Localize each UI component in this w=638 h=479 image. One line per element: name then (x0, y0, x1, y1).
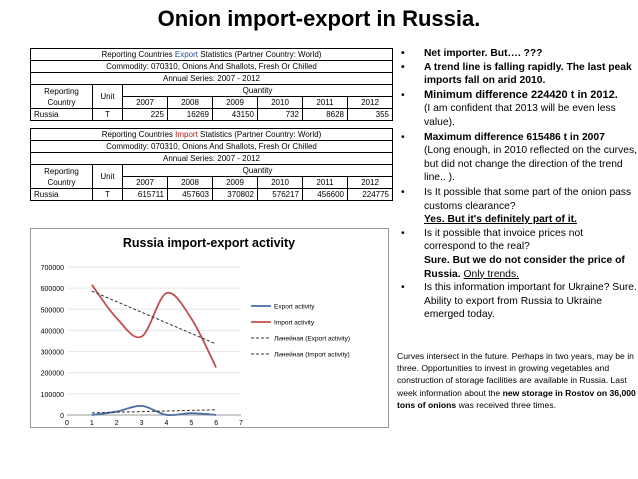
legend-export: Export activity (274, 303, 315, 311)
export-table-caption: Reporting Countries Export Statistics (Partner Country: World) (31, 49, 393, 61)
x-tick-label: 4 (164, 420, 169, 427)
year-cell: 2010 (258, 97, 303, 109)
y-tick-label: 0 (60, 413, 64, 420)
y-tick-label: 700000 (40, 265, 64, 272)
col-reporting-country: Reporting Country (31, 85, 93, 109)
y-tick-label: 100000 (40, 391, 64, 399)
import-series-line (92, 285, 216, 368)
list-item: • Is it possible that invoice prices not correspond to the real? Sure. But we do not consider the price of Russia. Only trends. (401, 227, 625, 280)
legend-import-trend: Линейная (Import activity) (274, 351, 350, 359)
year-cell: 2009 (213, 177, 258, 189)
value-cell: 224775 (348, 189, 393, 201)
unit-cell: T (93, 109, 123, 121)
country-cell: Russia (31, 189, 93, 201)
year-cell: 2010 (258, 177, 303, 189)
value-cell: 370802 (213, 189, 258, 201)
year-cell: 2007 (123, 97, 168, 109)
export-table-commodity: Commodity: 070310, Onions And Shallots, Fresh Or Chilled (31, 61, 393, 73)
bullet-icon: • (401, 89, 405, 101)
list-item: • Is this information important for Ukraine? Sure. Ability to export from Russia to Ukraine emerged today. (401, 282, 637, 321)
unit-cell: T (93, 189, 123, 201)
x-tick-label: 5 (189, 420, 194, 427)
col-quantity: Quantity (123, 165, 393, 177)
col-unit: Unit (93, 165, 123, 189)
year-cell: 2012 (348, 97, 393, 109)
export-table-series: Annual Series: 2007 - 2012 (31, 73, 393, 85)
x-tick-label: 2 (114, 420, 119, 427)
import-export-chart (30, 228, 389, 428)
import-trend-line (92, 291, 216, 344)
bullet-icon: • (401, 131, 405, 143)
value-cell: 8628 (303, 109, 348, 121)
y-tick-label: 400000 (40, 328, 64, 336)
year-cell: 2007 (123, 177, 168, 189)
list-item: • A trend line is falling rapidly. The last peak imports fall on arid 2010. (401, 61, 632, 87)
value-cell: 355 (348, 109, 393, 121)
table-row (31, 189, 393, 201)
x-tick-label: 3 (139, 420, 144, 427)
col-quantity: Quantity (123, 85, 393, 97)
bullet-icon: • (401, 282, 405, 294)
year-cell: 2009 (213, 97, 258, 109)
col-reporting-country: Reporting Country (31, 165, 93, 189)
import-table-caption: Reporting Countries Import Statistics (Partner Country: World) (31, 129, 393, 141)
y-tick-label: 300000 (40, 349, 64, 357)
notes-list (397, 47, 637, 322)
y-tick-label: 600000 (40, 286, 64, 294)
list-item: • Net importer. But…. ??? (401, 48, 543, 59)
x-tick-label: 0 (65, 420, 69, 427)
list-item: • Is It possible that some part of the onion pass customs clearance? Yes. But it's definitely part of it. (401, 186, 632, 226)
list-item: • Maximum difference 615486 t in 2007 (Long enough, in 2010 reflected on the curves, but did not change the direction of the trend line.. ). (401, 131, 637, 184)
year-cell: 2012 (348, 177, 393, 189)
table-row (31, 109, 393, 121)
bullet-icon: • (401, 227, 405, 239)
year-cell: 2011 (303, 97, 348, 109)
country-cell: Russia (31, 109, 93, 121)
x-tick-label: 7 (239, 420, 243, 427)
bullet-icon: • (401, 186, 405, 198)
year-cell: 2008 (168, 97, 213, 109)
page-title: Onion import-export in Russia. (157, 6, 481, 31)
x-tick-label: 1 (89, 420, 94, 427)
value-cell: 16269 (168, 109, 213, 121)
year-cell: 2008 (168, 177, 213, 189)
value-cell: 456600 (303, 189, 348, 201)
import-table-commodity: Commodity: 070310, Onions And Shallots, Fresh Or Chilled (31, 141, 393, 153)
chart-svg (31, 229, 388, 427)
export-statistics-table (30, 48, 393, 121)
y-tick-label: 200000 (40, 370, 64, 378)
year-cell: 2011 (303, 177, 348, 189)
bullet-icon: • (401, 61, 405, 73)
import-table-series: Annual Series: 2007 - 2012 (31, 153, 393, 165)
legend-import: Import activity (274, 319, 315, 327)
col-unit: Unit (93, 85, 123, 109)
import-statistics-table (30, 128, 393, 201)
chart-title: Russia import-export activity (122, 236, 296, 250)
value-cell: 576217 (258, 189, 303, 201)
value-cell: 457603 (168, 189, 213, 201)
list-item: • Minimum difference 224420 t in 2012. (I am confident that 2013 will be even less value). (401, 88, 618, 128)
legend-export-trend: Линейная (Export activity) (274, 335, 351, 343)
x-tick-label: 6 (214, 420, 219, 427)
y-tick-label: 500000 (40, 307, 64, 315)
bullet-icon: • (401, 48, 405, 59)
value-cell: 43150 (213, 109, 258, 121)
value-cell: 615711 (123, 189, 168, 201)
footer-note: Curves intersect in the future. Perhaps in two years, may be in three. Opportunities to invest in growing vegetables and construction of storage facilities are available in Russia. Last week information about the new storage in Rostov on 36,000 tons of onions was received three times. (397, 351, 636, 410)
value-cell: 732 (258, 109, 303, 121)
value-cell: 225 (123, 109, 168, 121)
